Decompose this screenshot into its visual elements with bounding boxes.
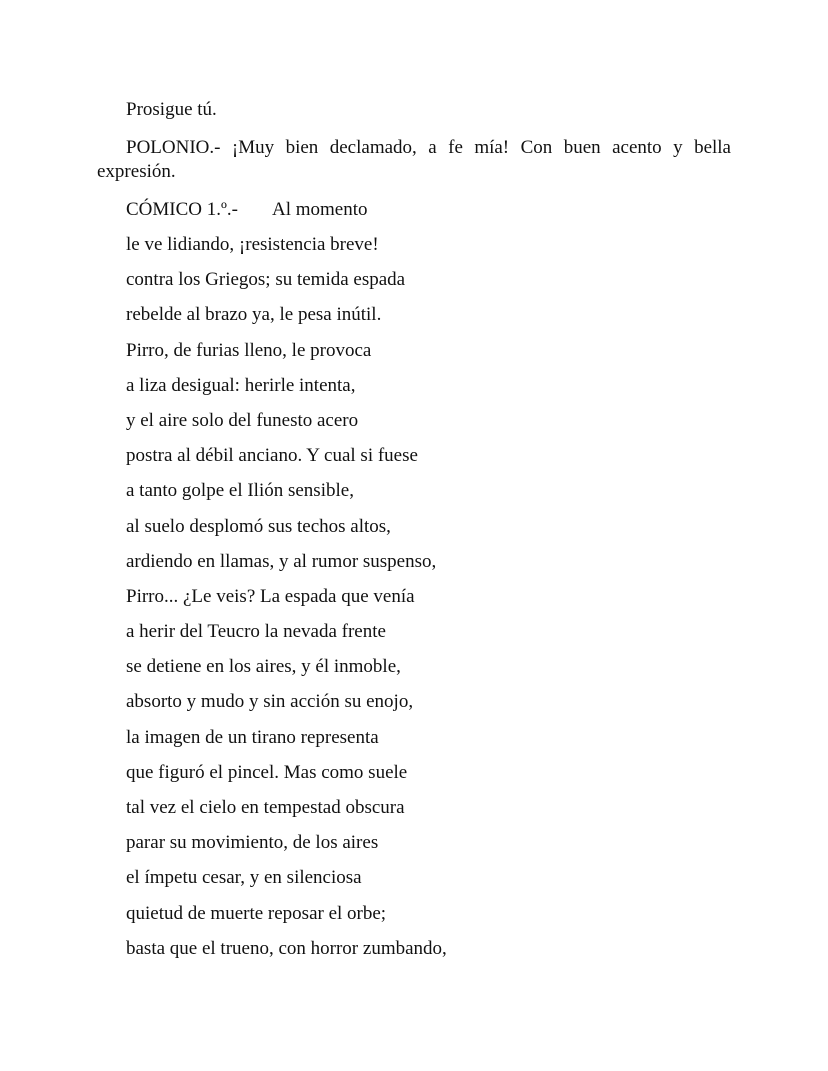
verse-line: Pirro, de furias lleno, le provoca [126,339,372,361]
verse-line: a liza desigual: herirle intenta, [126,374,356,396]
verse-line: contra los Griegos; su temida espada [126,269,406,291]
verse-line: ardiendo en llamas, y al rumor suspenso, [126,550,437,572]
verse-line: quietud de muerte reposar el orbe; [126,902,387,924]
paragraph-prosigue: Prosigue tú. [126,99,217,120]
verse-line: Pirro... ¿Le veis? La espada que venía [126,585,415,607]
verse-line: la imagen de un tirano representa [126,726,379,748]
verse-line: le ve lidiando, ¡resistencia breve! [126,234,379,255]
verse-line: el ímpetu cesar, y en silenciosa [126,867,362,889]
verse-line: parar su movimiento, de los aires [126,832,379,854]
verse-line: a herir del Teucro la nevada frente [126,621,386,643]
verse-line: al suelo desplomó sus techos altos, [126,515,391,537]
verse-line: basta que el trueno, con horror zumbando, [126,937,447,959]
verse-line: que figuró el pincel. Mas como suele [126,761,408,783]
speaker-name: CÓMICO 1.º.- [126,199,238,220]
verse-line: postra al débil anciano. Y cual si fuese [126,445,418,467]
verse-line: y el aire solo del funesto acero [126,409,359,431]
verse-line: rebelde al brazo ya, le pesa inútil. [126,304,382,326]
verse-line: a tanto golpe el Ilión sensible, [126,480,354,502]
text-block [97,98,731,972]
paragraph-polonio: POLONIO.- ¡Muy bien declamado, a fe mía! Con buen acento y bella expresión. [97,137,731,182]
speaker-verse: Al momento [272,199,368,220]
verse-list [97,233,731,972]
verse-line: tal vez el cielo en tempestad obscura [126,797,405,818]
speaker-line [97,198,731,233]
verse-line: absorto y mudo y sin acción su enojo, [126,691,414,713]
verse-line: se detiene en los aires, y él inmoble, [126,656,401,678]
